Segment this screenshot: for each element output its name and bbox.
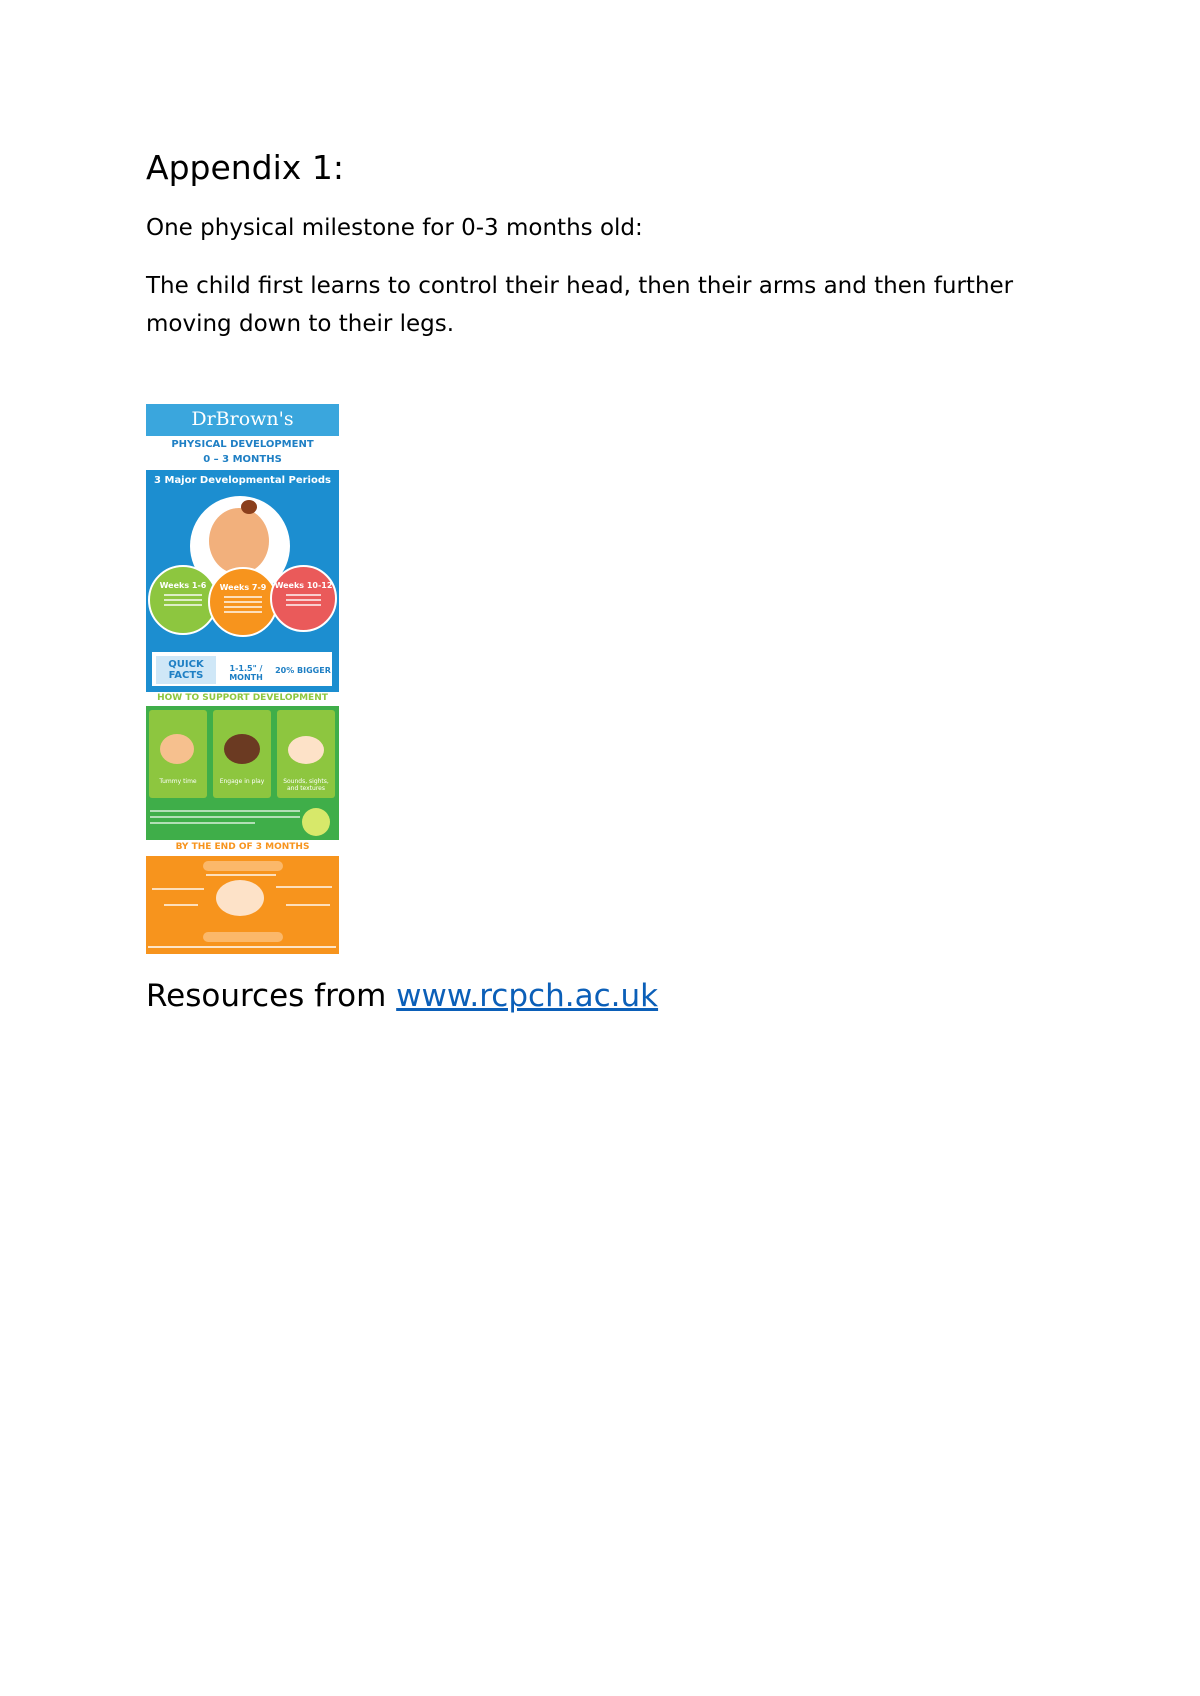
brand-logo: DrBrown's (191, 408, 294, 430)
end-title: BY THE END OF 3 MONTHS (175, 842, 310, 852)
period-label: Weeks 7-9 (219, 583, 267, 592)
resources-prefix: Resources from (146, 978, 397, 1014)
appendix-heading: Appendix 1: (146, 148, 344, 187)
physical-development-infographic (146, 404, 339, 954)
can-do-pill (203, 861, 283, 871)
text-line (152, 888, 204, 890)
baby-figure-icon (288, 736, 324, 764)
support-note (150, 810, 300, 834)
support-title: HOW TO SUPPORT DEVELOPMENT (157, 693, 328, 703)
quick-facts-label: QUICK FACTS (156, 656, 216, 684)
baby-figure-icon (224, 734, 260, 764)
baby-face-icon (209, 508, 269, 574)
milestone-paragraph: The child first learns to control their head, then their arms and then further moving down to their legs. (146, 273, 1014, 337)
cant-do-pill (203, 932, 283, 942)
milestone-subheading: One physical milestone for 0-3 months old: (146, 215, 643, 241)
badge-icon (302, 808, 330, 836)
baby-hair-icon (241, 500, 257, 514)
period-label: Weeks 1-6 (159, 581, 207, 590)
quick-fact-bigger: 20% BIGGER (275, 666, 331, 675)
period-circle-weeks-10-12 (270, 565, 337, 632)
text-line (206, 874, 276, 876)
infographic-title: PHYSICAL DEVELOPMENT (171, 439, 314, 450)
text-line (286, 904, 330, 906)
infographic-age-range: 0 – 3 MONTHS (203, 454, 282, 465)
text-line (164, 904, 198, 906)
support-card-caption: Engage in play (219, 778, 265, 785)
support-card-caption: Tummy time (159, 778, 197, 785)
quick-fact-growth: 1-1.5" / MONTH (229, 664, 263, 682)
text-line (148, 946, 336, 948)
periods-title: 3 Major Developmental Periods (154, 475, 331, 486)
period-label: Weeks 10-12 (274, 581, 333, 590)
text-line (276, 886, 332, 888)
period-circle-weeks-7-9 (208, 567, 278, 637)
baby-figure-icon (160, 734, 194, 764)
support-card-caption: Sounds, sights, and textures (283, 778, 329, 792)
rcpch-link[interactable]: www.rcpch.ac.uk (396, 978, 659, 1014)
resources-line (146, 978, 658, 1014)
lying-baby-icon (216, 880, 264, 916)
